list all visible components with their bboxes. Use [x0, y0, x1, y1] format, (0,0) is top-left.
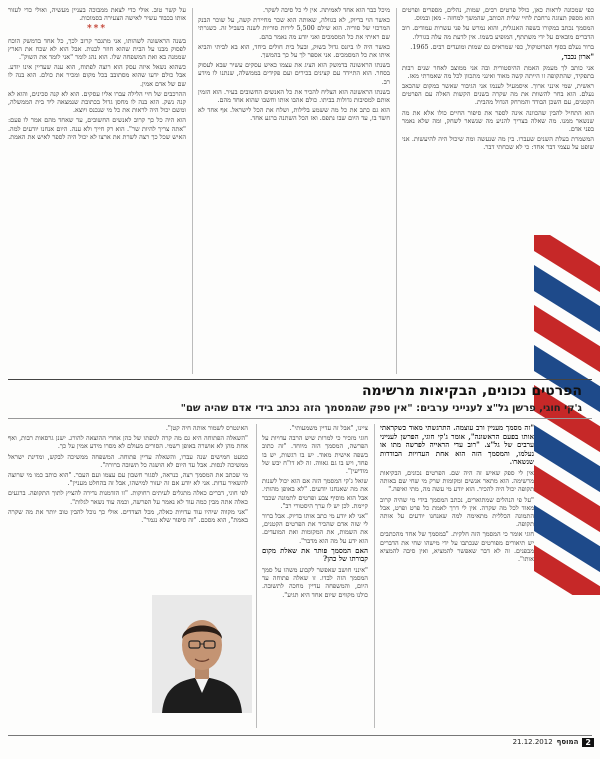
footer-rule: [8, 735, 592, 736]
paragraph: כפי שמכונה לראות כאן, כולל פרטים רבים, שמות, נהלים, מספרים ופרטים הוא מספק תצוגה נרחבת לחיי שלית הכותב, שהמשך למחזה - מאן ובמוס.: [402, 6, 594, 23]
interview-question: האם המסמך פותר את שאלת מקום קבורתו של כהן?: [262, 545, 368, 564]
paragraph: ראשית, שמי אינני ארוך. איסמעיל לענמו אני הגיבור שאשר במקום שהכאב נעלם. הוא בחר להשוות את מה שקרה בשנים הקשות האלה עם הפרטים הקטנים, עם השכן הבודד והמרחק הגדול מהבית.: [402, 82, 594, 107]
paragraph: חוגי מזכיר כי למרות שיש הרבה עדויות על הפרשה, המסמך הזה מיוחד. "זה כתוב בשפה אישית מאוד. יש בו רגשות, יש בו פחד, ויש בו גם גאווה. זה לא דו"ח יבש של מודיעין".: [262, 434, 368, 476]
paragraph: הוא היה כל כך קרוב לאנשים החשובים, עד שאחד מהם אמר לו פעם: "אתה צריך להיות שר". הוא רק חייך ולא ענה. היום אנחנו יודעים למה. האיש שכל כך רצה לשרת את ארצו לא יכול היה לספר לאיש את האמת.: [8, 116, 186, 141]
lower-column-middle: [262, 424, 368, 730]
portrait-photo: [152, 595, 252, 713]
section-stars: ***: [86, 24, 108, 35]
paragraph: המסמך נכתב במקורו בשפה האנגלית, והוא נמרש על פני עשרות עמודים. רוב הדברים מובאים על ידי משתתף, המופיע בשמו. אין לדעת מה עלה בגורלו.: [402, 24, 594, 41]
paragraph: "על פי הנהלים שמתוארים, נכתב המסמך בידי מי שהיה קרוב מאוד לכל מה שקרה. אין לי דרך לאמת כל פרט ופרט, אבל התמונה הכללית מתאימה למה שאנחנו יודעים על אותה תקופה.: [380, 495, 534, 529]
decorative-stripes: [534, 235, 600, 595]
paragraph: כאשר היה לו ביזנס גדול בשוק, ובעל בית חולים ביחד, הוא בא לביתי והביא איתו את כל המסמכים. אני אספר לך על כך בהמשך.: [198, 42, 390, 60]
column-divider: [256, 424, 257, 728]
paragraph: "אני מקווה שיהיו עוד עדויות כאלה, מכל הצדדים. אולי כך נוכל להבין טוב יותר את מה שקרה באמת", הוא מסכם. "זה סיפור שלא נגמר".: [8, 507, 248, 525]
footer-date: 21.12.2012: [512, 738, 553, 746]
paragraph: ברור נעלם בסוף הפרוטוקול, כפי שמראים גם שמות ומועדים רבים. 1965.: [410, 42, 594, 51]
lower-column-left: [8, 424, 248, 592]
paragraph: הוא גם כתב את כל מה ששמע בלילות, ושלח את הכל לישראל. אף אחד לא חשד בו, עד היום שבו נתפס. ואז הכל השתנה ברגע אחד.: [198, 106, 390, 123]
paragraph: על קשר טוב. אולי כדי לצאת ממבוכה בעניין מעשיה, ואולי כדי לעזור אותו בכבוד עשיר לאישה הצעירה בסמוכות.: [8, 6, 186, 23]
paragraph: לפי חוגי, דברים כאלה מתגלים לעיתים רחוקות. "זו הזדמנות נדירה להציץ לתוך התקופה. ברגעים כאלה אתה מבין כמה עוד לא נאמר על הפרשה, וכמה עוד נשאר לגלות".: [8, 489, 248, 506]
portrait-illustration: [152, 595, 252, 713]
paragraph: ציינו, "אבל זה עדיין משמעותי".: [289, 424, 368, 432]
footer-info: [512, 737, 594, 747]
paragraph: כשהוא נשאל איזה עסק הוא רוצה לפתוח, הוא ענה שעדיין אינו יודע. אבל כולם ידעו שהוא מסתובב בכל מקום ומכיר את כולם. הוא בנה לו שם של אדם אמין.: [8, 63, 186, 88]
article-subheadline: ג'קי חוגי, פרשן גל"צ לענייני ערבים: "אין ספק שהמסמך הזה נכתב בידי אדם שהיה שם": [180, 403, 582, 414]
paragraph: בשנה הראשונה לשהותו, אני מתגבר קרוב לכך, כל אחד בדמשק הוכח לפסוק מבנו על הבית שהוא חוזר לבנות. אבל הוא לא שכח את הארץ שממנה בא ואת המשפחה שלו. הוא נהג לומר "אני לומד את השוק".: [8, 36, 186, 62]
column-divider: [192, 8, 193, 374]
page-number: 2: [582, 738, 594, 747]
paragraph: מי שכתב את המסמך רצה, כנראה, לסגור חשבון עם עצמו ועם העבר. "הוא כותב כמו מי שרוצה להשאיר עדות. אני לא יודע אם זה יעזור למישהו, אבל זה בהחלט מעניין".: [8, 471, 248, 488]
paragraph: האינטרס לשמור אותה חיה קטן".: [165, 424, 248, 432]
paragraph: ההרכבים של חיי הלילה עברו אליו עסקים. הוא לא קנה סכינים, והוא לא קנה נשק. הוא בנה לו מחסן גדול בכתובת שנמצאה ליד בית הממשלה, ומשם יכול היה לראות את כל מי שנכנס ויוצא.: [8, 89, 186, 115]
paragraph: "זה מסמך מעניין ורב עוצמה. התרגשתי מאוד כשקראתי אותו בפעם הראשונה", אומר ג'קי חוגי, הפרשן לענייני ערבים של גל"צ. "רוב עדי הראייה לפרשה מתו או נעלמו, והמסמך הזה הוא אחת העדויות הבודדות שנשארו.: [380, 424, 534, 467]
page-footer: [0, 735, 600, 751]
headline-bottom-rule: [8, 418, 592, 419]
paragraph: כאשר הוי בדיוק, לא בגוולה, שאותה הוא שכר מחיירת קשה, על שוכר הבנק המרכזי של סוריה. הוא שילם 5,500 לירות סוריות לשנה בשביל זה. כשגרתי שם ראיתי את כל המסמכים ואני יודע מה נאמר בהם.: [198, 16, 390, 41]
upper-column-left: [8, 6, 186, 376]
paragraph: "אינני חושב שאפשר לקבוע משהו על סמך המסמך הזה לבדו. זו שאלה פתוחה עד היום, והמשפחה עדיין מחכה לתשובה. כולנו מקווים שיום אחד היא תגיע".: [262, 566, 368, 599]
letter-greeting: "ארון נכבד,: [561, 52, 594, 62]
headline-top-rule: [8, 379, 592, 380]
paragraph: "השאלה הפתוחה היא גם מה קרה לגופתו של כהן אחרי ההוצאה להורג. ישנן גרסאות רבות, ואף אחת מהן לא אושרה באופן רשמי. הסורים מעולם לא מסרו מידע אמין על כך.: [8, 434, 248, 451]
paragraph: אני כותב לך מעמק האמת ההיסטורית ובה אני ממוצב לאחר שנים רבות בתפקיד, שהתקופה זו הייתה קשה מאוד ואינני מתכוון לכל מה שאמרתי מאז.: [402, 63, 594, 80]
lower-column-right: [380, 424, 534, 730]
paragraph: מיכל כבר הוא אחד לאמיתה. אין לי כל סיבה לשקר.: [262, 6, 390, 14]
paragraph: חוגי אומר כי המסמך הזה חלקית. "במסמך של אחד מהכתבים יש תיאורים מפורטים שנכתבו על ידי מישהו שחי את הדברים מבפנים. זה לא דבר שאפשר להמציא, ואין סיבה להמציא אותו".: [380, 530, 534, 563]
upper-column-middle: [198, 6, 390, 376]
paragraph: בשנתו הראשונה בדמשק הוא הציג את עצמו כאיש עסקים עשיר שבא לעסוק בסחר. הוא התיידד עם קצינים בכירים ועם פקידים בממשלה, שנתנו לו מידע רב.: [198, 61, 390, 86]
paragraph: הוא התחיל להבין שהכוונה אינה לספר את סיפור החיים כולו אלא את מה שנשאר ממנו. מה שאלה בצריך להניע מה שנשאר לשחק, ומה שלא נאמר בפני אדם.: [402, 108, 594, 134]
paragraph: "אני לא יודע מי כתב אותו בדיוק. אבל ברור לי שזה אדם שהכיר את הפרטים הקטנים, את השמות, את המקומות ואת המועדים. הוא ידע על מה הוא מדבר".: [262, 512, 368, 545]
footer-section: המוסף: [556, 738, 579, 746]
paragraph: המשמרת בעלת השנים שעברו. בין מה שנעשה ומה שיכול היה להיעשות. אני שופט על עצמי דבר אחד: כי לא שכחתי דבר.: [402, 135, 594, 152]
article-headline: הפרטים נכונים, הבקיאות מרשימה: [361, 383, 582, 399]
column-divider: [374, 424, 375, 728]
paragraph: אין לי ספק שאיש זה היה שם. הפרטים נכונים, הבקיאות מרשימה. הוא מתאר אנשים ומקומות שרק מי שחי שם באותה תקופה יכול היה להכיר. הוא יודע מי עשה מה, מתי ואיפה.": [380, 468, 534, 494]
paragraph: שואל ג'קי המסמך הזה אם הוא יכול לשנות את מה שאנחנו יודעים. "לא באופן מהותי. אבל הוא מוסיף צבע ופרטים לתמונה שכבר קיימת. לכן יש לו ערך היסטורי רב".: [262, 477, 368, 510]
paragraph: בשנתו הראשונה הוא הצליח להכיר את כל האנשים החשובים בעיר. הוא הזמין אותם למסיבות גדולות בביתו. כולם אהבו אותו וחשבו שהוא אחד מהם.: [198, 87, 390, 105]
paragraph: כמעט חמישים שנה עברו, והשאלה עדיין פתוחה. המשפחה ממשיכה לבקש, ומדינת ישראל ממשיכה לנסות. אבל עד היום לא הושגה כל תשובה ברורה".: [8, 452, 248, 469]
column-divider: [396, 8, 397, 374]
